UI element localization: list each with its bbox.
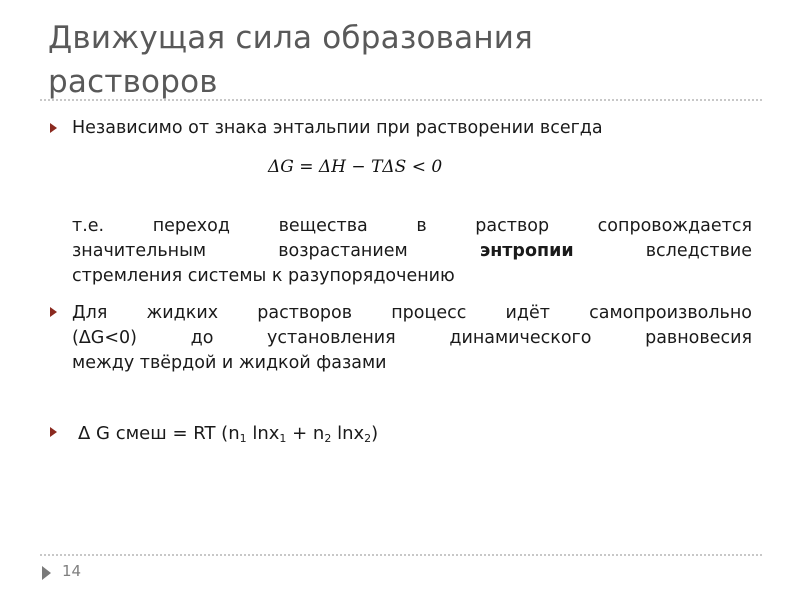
title-line-2: растворов	[48, 64, 218, 100]
bullet-2-text	[72, 301, 752, 376]
bullet-2-line-1: Для жидких растворов процесс идёт самопроизвольно	[72, 303, 752, 323]
formula2-sub-3: 2	[324, 432, 332, 445]
bullet-2-line-3: между твёрдой и жидкой фазами	[72, 353, 387, 373]
formula2-sub-1: 1	[239, 432, 247, 445]
para-line-1: т.е. переход вещества в раствор сопровождается	[72, 216, 752, 236]
para-line-2-pre: значительным возрастанием	[72, 241, 408, 261]
mixing-gibbs-formula	[78, 423, 378, 445]
formula2-sub-4: 2	[364, 432, 372, 445]
entropy-paragraph	[72, 214, 752, 289]
title-line-1: Движущая сила образования	[48, 20, 534, 56]
para-line-2	[72, 239, 752, 264]
entropy-term: энтропии	[479, 241, 574, 261]
formula2-part-a: Δ G смеш = RT (n	[78, 423, 240, 444]
formula2-part-b: lnx	[246, 423, 280, 444]
triangle-bullet-icon	[50, 427, 57, 437]
gibbs-formula: ΔG = ΔH − TΔS < 0	[268, 157, 443, 177]
formula2-part-d: lnx	[331, 423, 365, 444]
bullet-2-line-2: (ΔG<0) до установления динамического равновесия	[72, 328, 752, 348]
title-divider	[40, 99, 762, 101]
triangle-bullet-icon	[50, 123, 57, 133]
bullet-1-text: Независимо от знака энтальпии при растворении всегда	[72, 118, 603, 138]
formula2-sub-2: 1	[279, 432, 287, 445]
slide-title	[48, 16, 748, 104]
formula2-part-e: )	[371, 423, 379, 444]
triangle-bullet-icon	[50, 307, 57, 317]
page-number: 14	[62, 562, 82, 580]
formula2-part-c: + n	[286, 423, 325, 444]
footer-divider	[40, 554, 762, 556]
triangle-arrow-icon	[42, 566, 51, 580]
para-line-3: стремления системы к разупорядочению	[72, 266, 455, 286]
para-line-2-post: вследствие	[645, 241, 752, 261]
